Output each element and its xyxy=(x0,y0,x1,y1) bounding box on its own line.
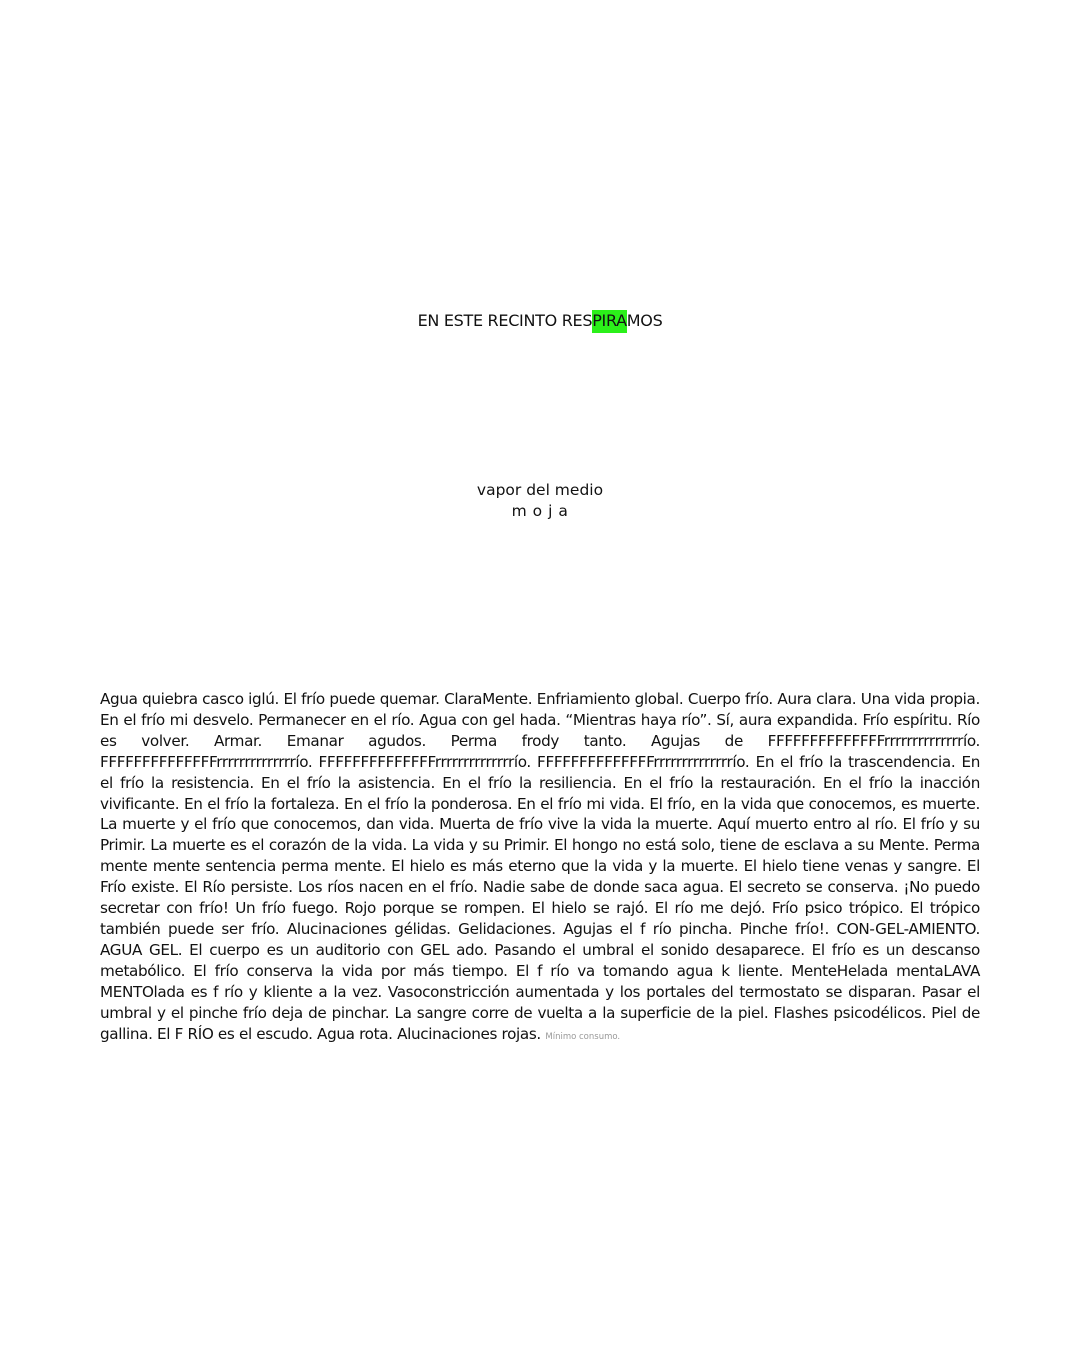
page-title xyxy=(0,310,1080,332)
body-text: Agua quiebra casco iglú. El frío puede quemar. ClaraMente. Enfriamiento global. Cuerpo frío. Aura clara. Una vida propia. En el frío mi desvelo. Permanecer en el río. Agua con gel hada. “Mientras haya río”. Sí, aura expandida. Frío espíritu. Río es volver. Armar. Emanar agudos. Perma frody tanto. Agujas de FFFFFFFFFFFFFFrrrrrrrrrrrrrrío. FFFFFFFFFFFFFFrrrrrrrrrrrrrrío. FFFFFFFFFFFFFFrrrrrrrrrrrrrrío. FFFFFFFFFFFFFFrrrrrrrrrrrrrrío. En el frío la trascendencia. En el frío la resistencia. En el frío la asistencia. En el frío la resiliencia. En el frío la restauración. En el frío la inacción vivificante. En el frío la fortaleza. En el frío la ponderosa. En el frío mi vida. El frío, en la vida que conocemos, es muerte. La muerte y el frío que conocemos, dan vida. Muerta de frío vive la vida la muerte. Aquí muerto entro al río. El frío y su Primir. La muerte es el corazón de la vida. La vida y su Primir. El hongo no está solo, tiene de esclava a su Mente. Perma mente mente sentencia perma mente. El hielo es más eterno que la vida y la muerte. El hielo tiene venas y sangre. El Frío existe. El Río persiste. Los ríos nacen en el frío. Nadie sabe de donde saca agua. El secreto se conserva. ¡No puedo secretar con frío! Un frío fuego. Rojo porque se rompen. El hielo se rajó. El río me dejó. Frío psico trópico. El trópico también puede ser frío. Alucinaciones gélidas. Gelidaciones. Agujas el f río pincha. Pinche frío!. CON-GEL-AMIENTO. AGUA GEL. El cuerpo es un auditorio con GEL ado. Pasando el umbral el sonido desaparece. El frío es un descanso metabólico. El frío conserva la vida por más tiempo. El f río va tomando agua k liente. MenteHelada mentaLAVA MENTOlada es f río y kliente a la vez. Vasoconstricción aumentada y los portales del termostato se disparan. Pasar el umbral y el pinche frío deja de pinchar. La sangre corre de vuelta a la superficie de la piel. Flashes psicodélicos. Piel de gallina. El F RÍO es el escudo. Agua rota. Alucinaciones rojas. xyxy=(100,690,980,1043)
title-before: EN ESTE RECINTO RES xyxy=(417,311,593,330)
body-paragraph xyxy=(100,689,980,1047)
subtitle-line-2: m o j a xyxy=(511,502,569,520)
subtitle xyxy=(0,480,1080,522)
subtitle-line-1: vapor del medio xyxy=(476,481,604,499)
body-tail-note: Mínimo consumo. xyxy=(545,1031,621,1042)
title-highlight: PIRA xyxy=(592,310,627,333)
title-after: MOS xyxy=(626,311,663,330)
